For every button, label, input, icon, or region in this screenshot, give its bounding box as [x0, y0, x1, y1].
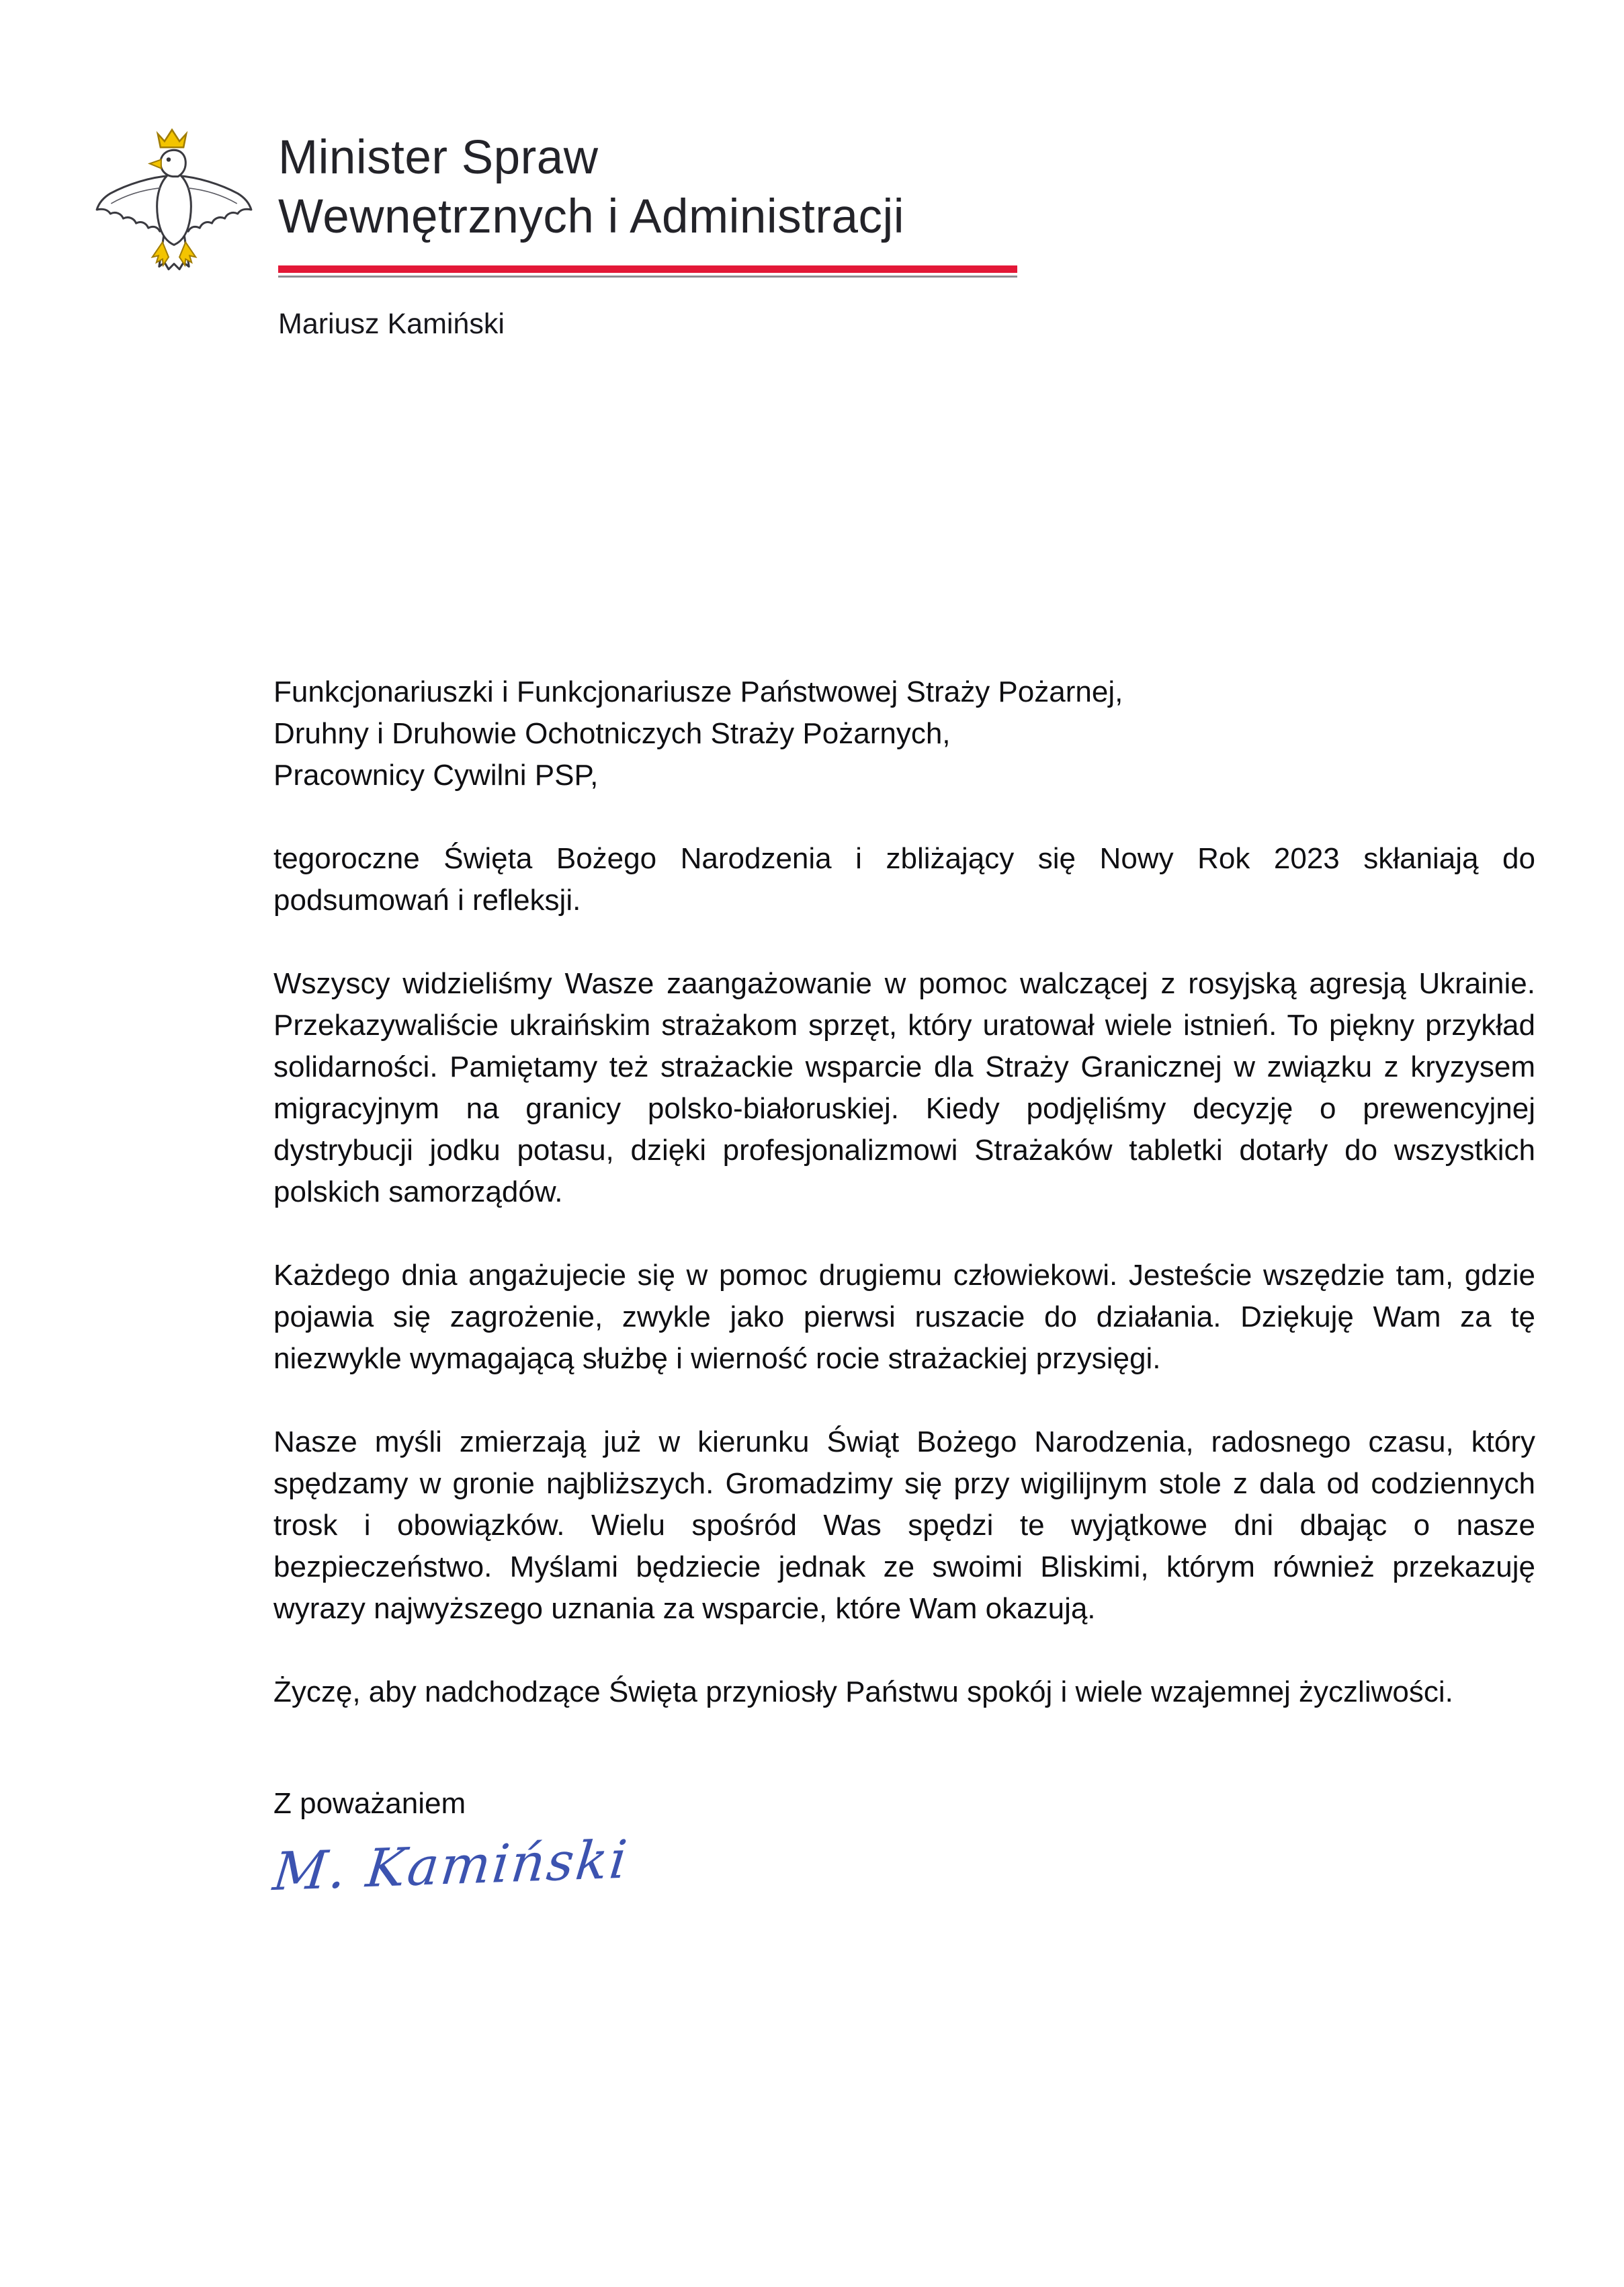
salutation-line-1: Funkcjonariuszki i Funkcjonariusze Państwowej Straży Pożarnej, [273, 675, 1123, 708]
handwritten-signature: M. Kamiński [270, 1829, 632, 1903]
closing-phrase: Z poważaniem [273, 1787, 466, 1820]
gray-divider [278, 276, 1017, 278]
letter-paragraph-2: Wszyscy widzieliśmy Wasze zaangażowanie w pomoc walczącej z rosyjską agresją Ukrainie. Przekazywaliście ukraińskim strażakom sprzęt, który uratował wiele istnień. To piękny przykład solidarności. Pamiętamy też strażackie wsparcie dla Straży Granicznej w związku z kryzysem migracyjnym na granicy polsko-białoruskiej. Kiedy podjęliśmy decyzję o prewencyjnej dystrybucji jodku potasu, dzięki profesjonalizmowi Strażaków tabletki dotarły do wszystkich polskich samorządów. [273, 967, 1535, 1208]
letter-body [270, 671, 1535, 1903]
red-divider [278, 265, 1017, 273]
salutation-line-2: Druhny i Druhowie Ochotniczych Straży Pożarnych, [273, 717, 951, 750]
letter-paragraph-3: Każdego dnia angażujecie się w pomoc drugiemu człowiekowi. Jesteście wszędzie tam, gdzie pojawia się zagrożenie, zwykle jako pierwsi ruszacie do działania. Dziękuję Wam za tę niezwykle wymagającą służbę i wierność rocie strażackiej przysięgi. [273, 1259, 1535, 1375]
org-name-line1: Minister Spraw [278, 131, 599, 184]
org-name-line2: Wewnętrznych i Administracji [278, 190, 905, 243]
letterhead-text [278, 123, 1017, 341]
letter-paragraph-4: Nasze myśli zmierzają już w kierunku Świąt Bożego Narodzenia, radosnego czasu, który spędzamy w gronie najbliższych. Gromadzimy się przy wigilijnym stole z dala od codziennych trosk i obowiązków. Wielu spośród Was spędzi te wyjątkowe dni dbając o nasze bezpieczeństwo. Myślami będziecie jednak ze swoimi Bliskimi, którym również przekazuję wyrazy najwyższego uznania za wsparcie, które Wam okazują. [273, 1425, 1535, 1625]
minister-name: Mariusz Kamiński [278, 308, 505, 340]
org-name [278, 128, 1017, 247]
salutation [273, 671, 1535, 796]
letterhead [0, 0, 1624, 341]
polish-eagle-emblem-icon [93, 123, 255, 299]
salutation-line-3: Pracownicy Cywilni PSP, [273, 759, 599, 792]
letter-paragraph-1: tegoroczne Święta Bożego Narodzenia i zbliżający się Nowy Rok 2023 skłaniają do podsumowań i refleksji. [273, 842, 1535, 917]
letter-paragraph-5: Życzę, aby nadchodzące Święta przyniosły Państwu spokój i wiele wzajemnej życzliwości. [273, 1675, 1453, 1708]
